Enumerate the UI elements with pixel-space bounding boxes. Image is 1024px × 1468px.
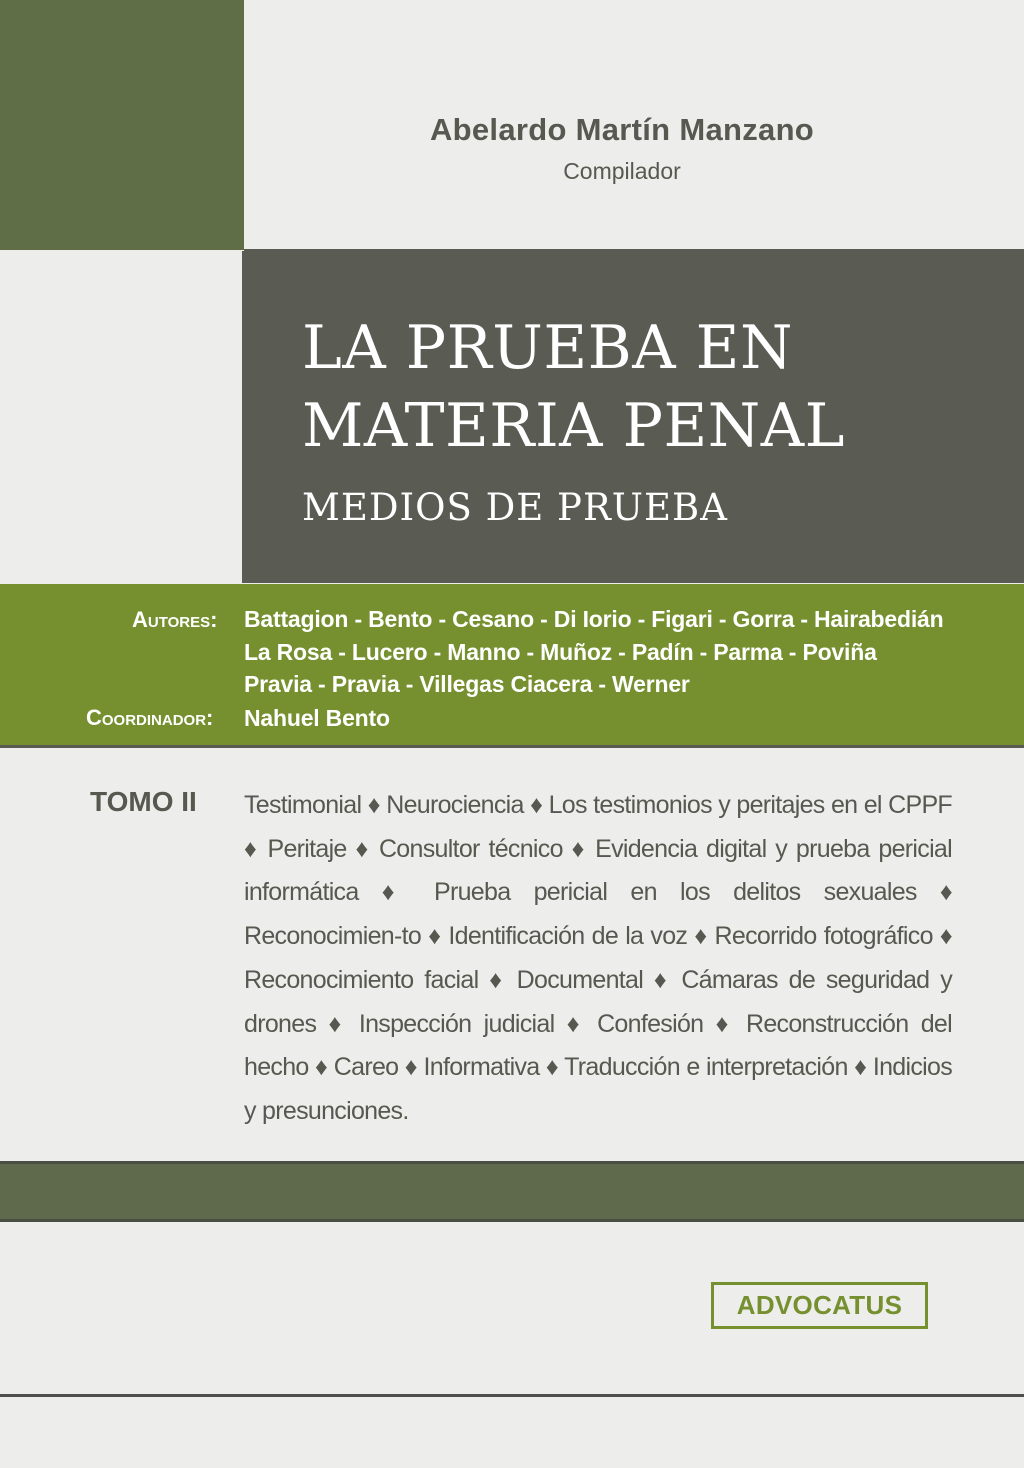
volume-label: TOMO II	[90, 786, 197, 817]
authors-list-line: Pravia - Pravia - Villegas Ciacera - Werner	[244, 671, 690, 697]
compiler-role: Compilador	[563, 158, 681, 184]
authors-list-line: Battagion - Bento - Cesano - Di Iorio - Figari - Gorra - Hairabedián	[244, 606, 944, 632]
bottom-band	[0, 1161, 1024, 1222]
authors-band-divider	[0, 745, 1024, 748]
corner-green-block	[0, 0, 244, 250]
footer-divider	[0, 1394, 1024, 1397]
compiler-name: Abelardo Martín Manzano	[429, 112, 815, 147]
coordinator-name: Nahuel Bento	[244, 705, 390, 731]
authors-list-line: La Rosa - Lucero - Manno - Muñoz - Padín - Parma - Poviña	[244, 639, 877, 665]
book-title-line-1: LA PRUEBA EN	[302, 313, 793, 383]
publisher-logo: ADVOCATUS	[711, 1282, 928, 1329]
authors-label: Autores:	[132, 607, 218, 632]
volume-contents: Testimonial ♦ Neurociencia ♦ Los testimonios y peritajes en el CPPF ♦ Peritaje ♦ Consultor técnico ♦ Evidencia digital y prueba pericial informática ♦ Prueba pericial en los delitos sexuales ♦ Reconocimien-to ♦ Identificación de la voz ♦ Recorrido fotográfico ♦ Reconocimiento facial ♦ Documental ♦ Cámaras de seguridad y drones ♦ Inspección judicial ♦ Confesión ♦ Reconstrucción del hecho ♦ Careo ♦ Informativa ♦ Traducción e interpretación ♦ Indicios y presunciones.	[244, 791, 952, 1125]
book-title-line-2: MATERIA PENAL	[302, 391, 845, 461]
coordinator-label: Coordinador:	[86, 705, 214, 730]
book-subtitle: MEDIOS DE PRUEBA	[302, 486, 728, 529]
